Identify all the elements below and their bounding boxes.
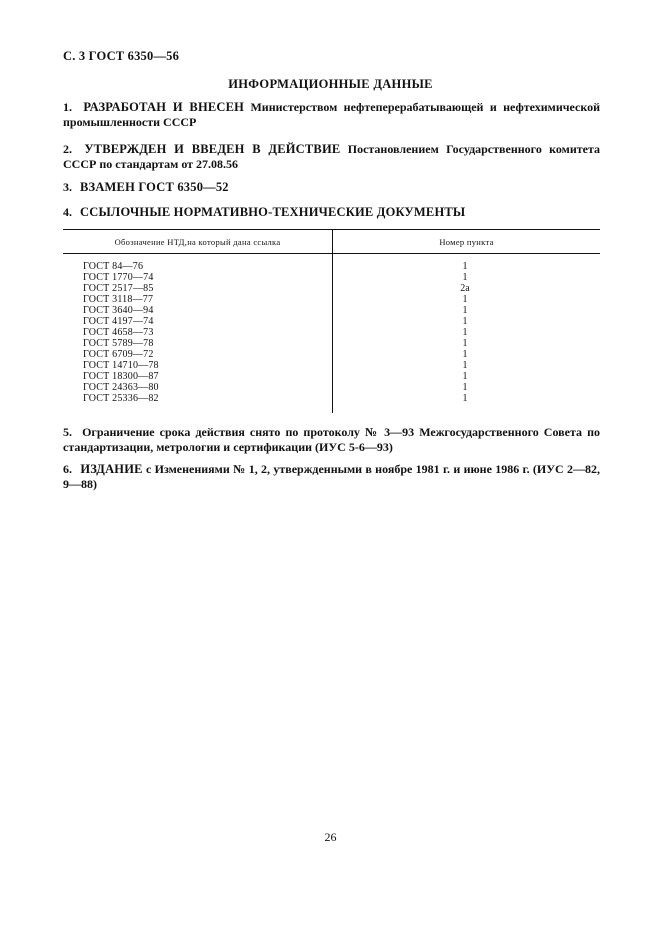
reference-document: ГОСТ 4197—74 <box>83 316 154 327</box>
reference-point: 1 <box>462 294 468 305</box>
item-number: 3. <box>63 180 72 194</box>
item-number: 5. <box>63 425 72 439</box>
item-number: 2. <box>63 142 72 156</box>
table-row <box>63 349 600 360</box>
item-text: Министерством нефтеперерабатывающей и нефтехимической промышленности СССР <box>63 100 601 129</box>
reference-document: ГОСТ 3640—94 <box>83 305 154 316</box>
reference-document: ГОСТ 4658—73 <box>83 327 154 338</box>
reference-point: 1 <box>462 327 468 338</box>
reference-document: ГОСТ 25336—82 <box>83 393 159 404</box>
reference-point: 1 <box>462 393 468 404</box>
reference-point: 2а <box>460 283 470 294</box>
item-text: с Изменениями № 1, 2, утвержденными в ноябре 1981 г. и июне 1986 г. (ИУС 2—82, 9—88) <box>63 462 601 491</box>
page-title: ИНФОРМАЦИОННЫЕ ДАННЫЕ <box>228 77 433 91</box>
reference-document: ГОСТ 2517—85 <box>83 283 154 294</box>
reference-point: 1 <box>462 261 468 272</box>
reference-document: ГОСТ 24363—80 <box>83 382 159 393</box>
table-body <box>63 261 600 404</box>
reference-document: ГОСТ 84—76 <box>83 261 144 272</box>
reference-point: 1 <box>462 338 468 349</box>
table-row <box>63 261 600 272</box>
info-item-1 <box>63 100 600 130</box>
table-row <box>63 283 600 294</box>
item-text: Постановлением Государственного комитета СССР по стандартам от 27.08.56 <box>63 142 600 171</box>
info-item-3 <box>63 180 600 195</box>
table-row <box>63 327 600 338</box>
info-item-5 <box>63 425 600 455</box>
table-row <box>63 294 600 305</box>
table-row <box>63 272 600 283</box>
reference-point: 1 <box>462 360 468 371</box>
item-lead: РАЗРАБОТАН И ВНЕСЕН <box>83 100 245 114</box>
table-row <box>63 371 600 382</box>
item-lead: ИЗДАНИЕ <box>80 462 143 476</box>
reference-document: ГОСТ 6709—72 <box>83 349 154 360</box>
reference-document: ГОСТ 5789—78 <box>83 338 154 349</box>
item-text: Ограничение срока действия снято по протоколу № 3—93 Межгосударственного Совета по стандартизации, метрологии и сертификации (ИУС 5-6—93) <box>63 425 600 454</box>
info-item-6 <box>63 462 600 492</box>
info-item-2 <box>63 142 600 172</box>
table-row <box>63 305 600 316</box>
info-item-4 <box>63 205 600 220</box>
reference-point: 1 <box>462 272 468 283</box>
table-row <box>63 316 600 327</box>
table-row <box>63 338 600 349</box>
item-number: 4. <box>63 205 72 219</box>
reference-point: 1 <box>462 371 468 382</box>
page-number: 26 <box>324 830 337 844</box>
table-row <box>63 393 600 404</box>
item-number: 1. <box>63 100 72 114</box>
reference-document: ГОСТ 18300—87 <box>83 371 159 382</box>
item-lead: ВЗАМЕН ГОСТ 6350—52 <box>80 180 229 194</box>
reference-document: ГОСТ 1770—74 <box>83 272 154 283</box>
item-lead: ССЫЛОЧНЫЕ НОРМАТИВНО-ТЕХНИЧЕСКИЕ ДОКУМЕНТЫ <box>80 205 466 219</box>
column-header-document: Обозначение НТД,на который дана ссылка <box>114 237 281 247</box>
reference-point: 1 <box>462 316 468 327</box>
table-row <box>63 382 600 393</box>
references-table <box>63 229 600 413</box>
column-header-point: Номер пункта <box>439 237 494 247</box>
table-row <box>63 360 600 371</box>
reference-point: 1 <box>462 305 468 316</box>
item-lead: УТВЕРЖДЕН И ВВЕДЕН В ДЕЙСТВИЕ <box>84 142 341 156</box>
item-number: 6. <box>63 462 72 476</box>
reference-document: ГОСТ 14710—78 <box>83 360 159 371</box>
reference-document: ГОСТ 3118—77 <box>83 294 154 305</box>
reference-point: 1 <box>462 382 468 393</box>
page-header: С. 3 ГОСТ 6350—56 <box>63 49 180 63</box>
reference-point: 1 <box>462 349 468 360</box>
